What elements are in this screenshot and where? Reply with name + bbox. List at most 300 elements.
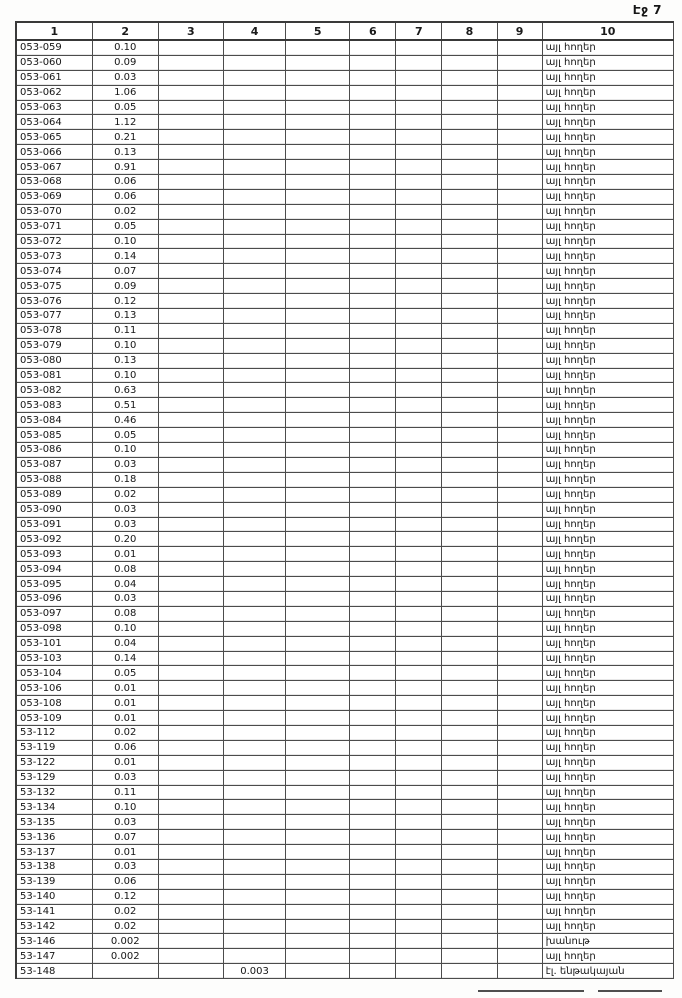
cell-empty [396, 502, 442, 517]
cell-area-value: 0.03 [92, 859, 158, 874]
table-row [16, 889, 674, 904]
cell-empty [442, 294, 497, 309]
cell-empty [350, 472, 396, 487]
cell-empty [396, 547, 442, 562]
cell-empty [350, 666, 396, 681]
cell-land-use: այլ հողեր [542, 413, 673, 428]
cell-empty [223, 189, 285, 204]
cell-empty [497, 889, 542, 904]
cell-empty [396, 234, 442, 249]
cell-parcel-code: 53-122 [16, 755, 92, 770]
cell-area-value: 0.02 [92, 204, 158, 219]
cell-empty [223, 815, 285, 830]
cell-empty [350, 904, 396, 919]
cell-area-value: 0.03 [92, 457, 158, 472]
cell-land-use: այլ հողեր [542, 323, 673, 338]
cell-empty [158, 323, 223, 338]
table-row [16, 219, 674, 234]
cell-empty [350, 383, 396, 398]
cell-empty [396, 115, 442, 130]
cell-empty [396, 666, 442, 681]
cell-empty [442, 711, 497, 726]
cell-empty [286, 353, 350, 368]
cell-empty [158, 294, 223, 309]
cell-empty [396, 904, 442, 919]
cell-empty [350, 755, 396, 770]
cell-empty [286, 100, 350, 115]
cell-empty [158, 115, 223, 130]
cell-empty [286, 234, 350, 249]
cell-empty [350, 338, 396, 353]
cell-empty [158, 85, 223, 100]
cell-parcel-code: 053-106 [16, 681, 92, 696]
cell-empty [396, 845, 442, 860]
table-row [16, 740, 674, 755]
cell-empty [158, 264, 223, 279]
cell-empty [497, 383, 542, 398]
cell-empty [497, 413, 542, 428]
cell-area-value: 0.11 [92, 323, 158, 338]
cell-empty [350, 577, 396, 592]
table-row [16, 457, 674, 472]
cell-empty [350, 204, 396, 219]
table-row [16, 204, 674, 219]
table-row [16, 859, 674, 874]
cell-empty [158, 874, 223, 889]
cell-empty [497, 874, 542, 889]
cell-area-value: 0.04 [92, 577, 158, 592]
table-row [16, 368, 674, 383]
cell-empty [158, 845, 223, 860]
cell-empty [223, 70, 285, 85]
cell-empty [158, 859, 223, 874]
cell-empty [442, 636, 497, 651]
cell-empty [442, 919, 497, 934]
cell-land-use: այլ հողեր [542, 651, 673, 666]
cell-empty [286, 115, 350, 130]
cell-empty [497, 532, 542, 547]
cell-parcel-code: 053-097 [16, 606, 92, 621]
table-row [16, 323, 674, 338]
cell-area-value: 0.13 [92, 309, 158, 324]
cell-parcel-code: 53-137 [16, 845, 92, 860]
cell-empty [158, 368, 223, 383]
cell-empty [396, 517, 442, 532]
cell-area-value: 0.02 [92, 487, 158, 502]
column-header-1: 1 [16, 22, 92, 40]
cell-empty [442, 115, 497, 130]
cell-empty [286, 725, 350, 740]
cell-empty [497, 666, 542, 681]
cell-empty [396, 636, 442, 651]
cell-empty [396, 55, 442, 70]
table-row [16, 413, 674, 428]
cell-empty [158, 502, 223, 517]
cell-empty [158, 219, 223, 234]
cell-empty [497, 651, 542, 666]
cell-empty [396, 740, 442, 755]
cell-empty [158, 934, 223, 949]
cell-land-use: այլ հողեր [542, 949, 673, 964]
cell-empty [497, 830, 542, 845]
cell-parcel-code: 053-066 [16, 145, 92, 160]
cell-land-use: խանութ [542, 934, 673, 949]
cell-area-value: 0.10 [92, 234, 158, 249]
cell-area-value: 0.14 [92, 651, 158, 666]
cell-empty [350, 145, 396, 160]
cell-parcel-code: 053-089 [16, 487, 92, 502]
cell-area-value: 0.20 [92, 532, 158, 547]
cell-empty [497, 55, 542, 70]
cell-empty [286, 264, 350, 279]
cell-empty [350, 517, 396, 532]
cell-empty [396, 413, 442, 428]
cell-empty [223, 55, 285, 70]
cell-parcel-code: 53-148 [16, 964, 92, 979]
cell-empty [497, 681, 542, 696]
cell-empty [396, 309, 442, 324]
cell-area-value: 0.01 [92, 755, 158, 770]
cell-area-value: 1.12 [92, 115, 158, 130]
cell-empty [350, 964, 396, 979]
cell-land-use: այլ հողեր [542, 175, 673, 190]
cell-empty [350, 606, 396, 621]
cell-empty [497, 517, 542, 532]
cell-empty [442, 160, 497, 175]
cell-empty [350, 309, 396, 324]
cell-empty [158, 517, 223, 532]
cell-parcel-code: 053-074 [16, 264, 92, 279]
cell-empty [350, 770, 396, 785]
cell-land-use: այլ հողեր [542, 294, 673, 309]
cell-empty [497, 845, 542, 860]
cell-empty [286, 547, 350, 562]
cell-empty [396, 323, 442, 338]
cell-empty [286, 621, 350, 636]
column-header-2: 2 [92, 22, 158, 40]
cell-empty [223, 204, 285, 219]
cell-empty [223, 338, 285, 353]
cell-empty [286, 472, 350, 487]
cell-empty [350, 219, 396, 234]
cell-empty [396, 443, 442, 458]
cell-empty [286, 487, 350, 502]
cell-empty [350, 368, 396, 383]
cell-empty [442, 309, 497, 324]
cell-empty [497, 577, 542, 592]
cell-empty [396, 606, 442, 621]
cell-area-value: 0.12 [92, 294, 158, 309]
cell-area-value: 0.05 [92, 219, 158, 234]
table-row [16, 383, 674, 398]
cell-empty [442, 830, 497, 845]
cell-empty [223, 562, 285, 577]
cell-empty [350, 591, 396, 606]
cell-empty [286, 666, 350, 681]
cell-land-use: այլ հողեր [542, 562, 673, 577]
cell-empty [396, 279, 442, 294]
table-row [16, 532, 674, 547]
cell-empty [286, 636, 350, 651]
table-row [16, 279, 674, 294]
cell-parcel-code: 053-096 [16, 591, 92, 606]
cell-empty [396, 562, 442, 577]
cell-empty [396, 591, 442, 606]
cell-empty [158, 636, 223, 651]
cell-empty [286, 145, 350, 160]
cell-empty [497, 711, 542, 726]
table-row [16, 949, 674, 964]
cell-parcel-code: 053-071 [16, 219, 92, 234]
cell-parcel-code: 53-140 [16, 889, 92, 904]
cell-land-use: այլ հողեր [542, 696, 673, 711]
cell-parcel-code: 053-079 [16, 338, 92, 353]
cell-land-use: էլ. ենթակայան [542, 964, 673, 979]
cell-area-value: 0.01 [92, 681, 158, 696]
cell-empty [158, 681, 223, 696]
cell-empty [350, 919, 396, 934]
cell-empty [223, 725, 285, 740]
cell-empty [442, 532, 497, 547]
cell-parcel-code: 53-135 [16, 815, 92, 830]
cell-land-use: այլ հողեր [542, 40, 673, 55]
cell-empty [350, 40, 396, 55]
cell-empty [497, 800, 542, 815]
cell-empty [286, 591, 350, 606]
cell-area-value: 0.06 [92, 175, 158, 190]
cell-area-value: 1.06 [92, 85, 158, 100]
cell-empty [286, 770, 350, 785]
cell-empty [442, 755, 497, 770]
cell-empty [286, 457, 350, 472]
cell-land-use: այլ հողեր [542, 859, 673, 874]
cell-land-use: այլ հողեր [542, 383, 673, 398]
cell-empty [442, 815, 497, 830]
cell-area-value: 0.51 [92, 398, 158, 413]
cell-land-use: այլ հողեր [542, 577, 673, 592]
cell-empty [350, 547, 396, 562]
cell-empty [497, 294, 542, 309]
cell-empty [350, 502, 396, 517]
cell-empty [158, 338, 223, 353]
cell-parcel-code: 53-147 [16, 949, 92, 964]
cell-empty [158, 532, 223, 547]
cell-parcel-code: 53-142 [16, 919, 92, 934]
cell-empty [286, 338, 350, 353]
cell-empty [350, 160, 396, 175]
cell-empty [497, 145, 542, 160]
cell-empty [497, 859, 542, 874]
cell-empty [497, 591, 542, 606]
cell-empty [350, 562, 396, 577]
cell-empty [223, 294, 285, 309]
cell-empty [158, 413, 223, 428]
cell-empty [497, 725, 542, 740]
table-row [16, 428, 674, 443]
cell-area-value: 0.03 [92, 517, 158, 532]
cell-empty [396, 428, 442, 443]
cell-parcel-code: 053-109 [16, 711, 92, 726]
cell-empty [223, 353, 285, 368]
cell-empty [497, 696, 542, 711]
cell-empty [223, 800, 285, 815]
table-row [16, 636, 674, 651]
cell-empty [497, 457, 542, 472]
cell-empty [442, 353, 497, 368]
cell-empty [442, 725, 497, 740]
cell-empty [396, 100, 442, 115]
cell-parcel-code: 053-076 [16, 294, 92, 309]
cell-empty [442, 323, 497, 338]
cell-empty [223, 457, 285, 472]
cell-empty [350, 859, 396, 874]
cell-empty [442, 368, 497, 383]
table-row [16, 517, 674, 532]
cell-empty [158, 70, 223, 85]
cell-empty [286, 845, 350, 860]
cell-empty [158, 204, 223, 219]
cell-empty [223, 889, 285, 904]
cell-empty [158, 457, 223, 472]
column-header-4: 4 [223, 22, 285, 40]
cell-area-value: 0.02 [92, 725, 158, 740]
cell-empty [223, 428, 285, 443]
cell-area-value: 0.06 [92, 189, 158, 204]
cell-empty [223, 219, 285, 234]
cell-land-use: այլ հողեր [542, 234, 673, 249]
cell-empty [286, 889, 350, 904]
cell-empty [396, 800, 442, 815]
cell-empty [350, 413, 396, 428]
cell-land-use: այլ հողեր [542, 740, 673, 755]
cell-empty [442, 949, 497, 964]
cell-empty [158, 234, 223, 249]
cell-empty [442, 219, 497, 234]
cell-empty [286, 949, 350, 964]
cell-area-value: 0.18 [92, 472, 158, 487]
cell-empty [350, 115, 396, 130]
cell-parcel-code: 053-103 [16, 651, 92, 666]
cell-parcel-code: 053-095 [16, 577, 92, 592]
cell-empty [396, 949, 442, 964]
cell-empty [350, 845, 396, 860]
cell-land-use: այլ հողեր [542, 100, 673, 115]
cell-empty [158, 562, 223, 577]
cell-parcel-code: 053-091 [16, 517, 92, 532]
column-header-9: 9 [497, 22, 542, 40]
cell-parcel-code: 053-087 [16, 457, 92, 472]
column-header-5: 5 [286, 22, 350, 40]
cell-empty [286, 562, 350, 577]
cell-land-use: այլ հողեր [542, 606, 673, 621]
cell-empty [223, 651, 285, 666]
cell-empty [396, 934, 442, 949]
cell-land-use: այլ հողեր [542, 219, 673, 234]
cell-empty [442, 85, 497, 100]
cell-area-value: 0.03 [92, 502, 158, 517]
cell-empty [286, 830, 350, 845]
cell-empty [223, 130, 285, 145]
cell-empty [350, 130, 396, 145]
cell-empty [350, 711, 396, 726]
cell-empty [223, 830, 285, 845]
cell-empty [497, 562, 542, 577]
cell-empty [286, 517, 350, 532]
cell-empty [223, 845, 285, 860]
cell-empty [396, 770, 442, 785]
cell-empty [497, 160, 542, 175]
cell-empty [497, 904, 542, 919]
cell-empty [223, 145, 285, 160]
cell-empty [223, 472, 285, 487]
cell-parcel-code: 053-061 [16, 70, 92, 85]
cell-empty [350, 294, 396, 309]
cell-empty [223, 502, 285, 517]
cell-parcel-code: 053-062 [16, 85, 92, 100]
cell-parcel-code: 053-085 [16, 428, 92, 443]
cell-area-value: 0.05 [92, 428, 158, 443]
cell-land-use: այլ հողեր [542, 55, 673, 70]
cell-empty [286, 800, 350, 815]
column-header-6: 6 [350, 22, 396, 40]
cell-land-use: այլ հողեր [542, 85, 673, 100]
cell-land-use: այլ հողեր [542, 904, 673, 919]
cell-empty [286, 55, 350, 70]
cell-empty [223, 577, 285, 592]
cell-empty [223, 755, 285, 770]
cell-parcel-code: 053-084 [16, 413, 92, 428]
cell-empty [442, 800, 497, 815]
cell-empty [286, 532, 350, 547]
cell-land-use: այլ հողեր [542, 70, 673, 85]
cell-empty [497, 815, 542, 830]
cell-empty [223, 934, 285, 949]
cell-empty [286, 130, 350, 145]
cell-area-value: 0.63 [92, 383, 158, 398]
cell-empty [350, 234, 396, 249]
cell-empty [497, 949, 542, 964]
cell-area-value: 0.10 [92, 338, 158, 353]
table-row [16, 874, 674, 889]
cell-empty [442, 100, 497, 115]
cell-empty [442, 889, 497, 904]
cell-empty [350, 532, 396, 547]
column-header-7: 7 [396, 22, 442, 40]
cell-empty [442, 398, 497, 413]
cell-empty [158, 606, 223, 621]
cell-land-use: այլ հողեր [542, 681, 673, 696]
cell-land-use: այլ հողեր [542, 517, 673, 532]
cell-parcel-code: 53-141 [16, 904, 92, 919]
cell-empty [442, 175, 497, 190]
cell-empty [286, 85, 350, 100]
cell-empty [286, 70, 350, 85]
table-row [16, 55, 674, 70]
cell-empty [350, 830, 396, 845]
cell-empty [442, 279, 497, 294]
cell-land-use: այլ հողեր [542, 636, 673, 651]
cell-empty [286, 413, 350, 428]
cell-empty [158, 130, 223, 145]
cell-empty [286, 785, 350, 800]
cell-empty [442, 457, 497, 472]
cell-empty [497, 204, 542, 219]
cell-area-value: 0.91 [92, 160, 158, 175]
cell-empty [286, 904, 350, 919]
cell-empty [158, 740, 223, 755]
cell-empty [350, 621, 396, 636]
cell-empty [223, 383, 285, 398]
